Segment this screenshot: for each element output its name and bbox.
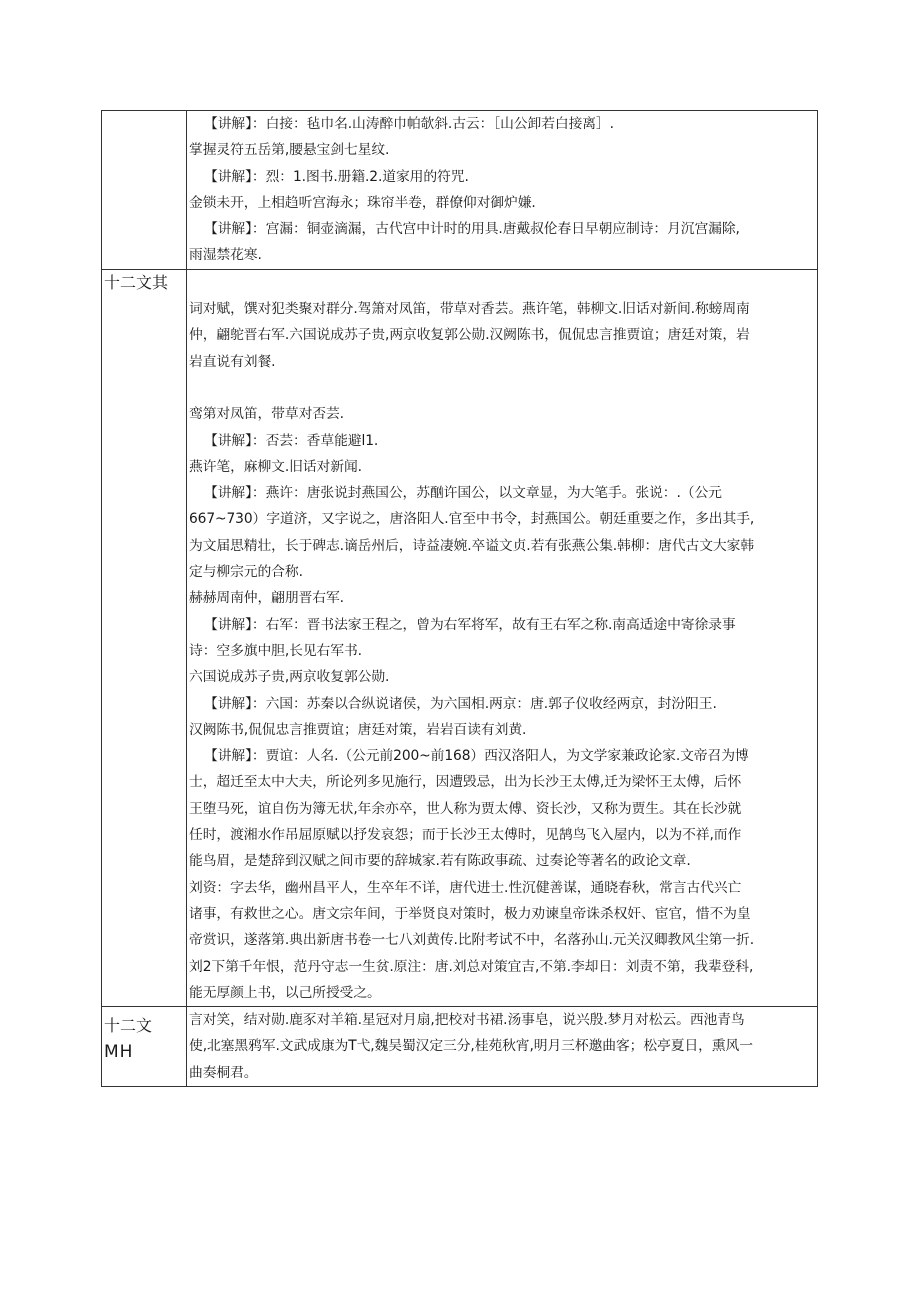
text-line: 刘2下第千年恨，范丹守志一生贫.原注：唐.刘总对策宜吉,不第.李却日：刘责不第，我辈登科,	[189, 958, 754, 975]
table-row	[102, 111, 818, 270]
table-row	[102, 269, 818, 1006]
explanation-line: 【讲解】：右军：晋书法家王程之，曾为右军将军，故有王右军之称.南高适途中寄徐录事	[204, 616, 736, 633]
text-line: 定与柳宗元的合称.	[189, 564, 303, 581]
text-line: 仲，翩鸵晋右军.六国说成苏子贵,两京收复郭公勋.汉阙陈书，侃侃忠言推贾谊；唐廷对策，岩	[189, 327, 750, 344]
explanation-line: 【讲解】：贾谊：人名.（公元前200~前168）西汉洛阳人，为文学家兼政论家.文帝召为博	[204, 748, 749, 765]
text-line: 为文届思精壮，长于碑志.谪岳州后，诗益凄婉.卒谥文贞.若有张燕公集.韩柳：唐代古文大家韩	[189, 537, 755, 554]
text-line: 王堕马死，谊自伤为簿无状,年余亦卒，世人称为贾太傅、资长沙，又称为贾生。其在长沙就	[189, 800, 742, 817]
text-line: 刘资：字去华，幽州昌平人，生卒年不详，唐代进士.性沉健善谋，通晓春秋，常言古代兴亡	[189, 879, 742, 896]
text-line: 岩直说有刘餐.	[189, 353, 276, 370]
text-line: 诗：空多旗中胆,长见右军书.	[189, 642, 362, 659]
row-content-cell	[187, 1007, 818, 1087]
explanation-line: 【讲解】：燕许：唐张说封燕国公，苏酗许国公，以文章显，为大笔手。张说：.（公元	[204, 485, 722, 502]
verse-line: 汉阙陈书,侃侃忠言推贾谊；唐廷对策，岩岩百读有刘黄.	[189, 721, 527, 738]
verse-line: 掌握灵符五岳第,腰悬宝剑七星纹.	[189, 142, 390, 159]
row-content-cell	[187, 269, 818, 1006]
text-line: 曲奏桐君。	[189, 1064, 258, 1081]
row-label-secondary: MH	[104, 1042, 134, 1063]
row-label-cell	[102, 269, 187, 1006]
explanation-line: 【讲解】：否芸：香草能避l1.	[204, 432, 379, 449]
text-line: 雨湿禁花寒.	[189, 247, 262, 264]
explanation-line: 【讲解】：宫漏：铜壶滴漏，古代宫中计时的用具.唐戴叔伦春日早朝应制诗：月沉宫漏除,	[204, 221, 740, 238]
text-line: 667~730）字道济，又字说之，唐洛阳人.官至中书令，封燕国公。朝廷重要之作，多出其手,	[189, 511, 755, 528]
text-line: 帝赏识，遂落第.典出新唐书卷一七八刘黄传.比附考试不中，名落孙山.元关汉卿教风尘第一折.	[189, 932, 755, 949]
verse-line: 赫赫周南仲，翩朋晋右军.	[189, 590, 344, 607]
row-label-cell	[102, 1007, 187, 1087]
text-line: 诸事，有救世之心。唐文宗年间，于举贤良对策时，极力劝谏皇帝诛杀权奸、宦官，惜不为皇	[189, 905, 751, 922]
verse-line: 六国说成苏子贵,两京收复郭公勋.	[189, 669, 390, 686]
verse-line: 金锁未开，上相趋听宫海永；珠帘半卷，群僚仰对御炉嫌.	[189, 194, 536, 211]
row-label: 十二文其	[104, 272, 169, 292]
explanation-line: 【讲解】：六国：苏秦以合纵说诸侯，为六国相.两京：唐.郭子仪收经两京，封汾阳王.	[204, 695, 717, 712]
text-line: 能无厚颜上书，以己所授受之。	[189, 984, 381, 1001]
content-table	[101, 110, 818, 1087]
explanation-line: 【讲解】：白接：毡巾名.山涛醉巾帕欹斜.古云：［山公卸若白接离］.	[204, 116, 614, 132]
verse-line: 鸾第对凤笛，带草对否芸.	[189, 406, 344, 423]
row-label-cell	[102, 111, 187, 270]
text-line: 任时，渡湘水作吊屈原赋以抒发哀怨；而于长沙王太傅时，见鹄鸟飞入屋内，以为不祥,而作	[189, 827, 742, 844]
row-label: 十二文	[104, 1016, 153, 1036]
table-row	[102, 1007, 818, 1087]
explanation-line: 【讲解】：烈：1.图书.册籍.2.道家用的符咒.	[204, 168, 469, 185]
verse-line: 燕许笔，麻柳文.旧话对新闻.	[189, 458, 362, 475]
text-line: 能鸟眉，是楚辞到汉赋之间市要的辞城家.若有陈政事疏、过奏论等著名的政论文章.	[189, 853, 691, 870]
text-line: 言对笑，结对勋.鹿豕对羊箱.星冠对月扇,把校对书裙.汤事皂，说兴殷.梦月对松云。西池青鸟	[189, 1012, 745, 1029]
row-content-cell	[187, 111, 818, 270]
text-line: 使,北塞黑鸦军.文武成康为T弋,魏吴蜀汉定三分,桂苑秋宵,明月三杯邀曲客；松亭夏日，熏风一	[189, 1038, 753, 1055]
text-line: 词对赋，馔对犯类聚对群分.驾箫对凤笛，带草对香芸。燕许笔，韩柳文.旧话对新间.称螃周南	[189, 301, 750, 318]
text-line: 士，超迁至太中大夫，所论列多见施行，因遭毁忌，出为长沙王太傅,迁为梁怀王太傅，后怀	[189, 774, 742, 791]
